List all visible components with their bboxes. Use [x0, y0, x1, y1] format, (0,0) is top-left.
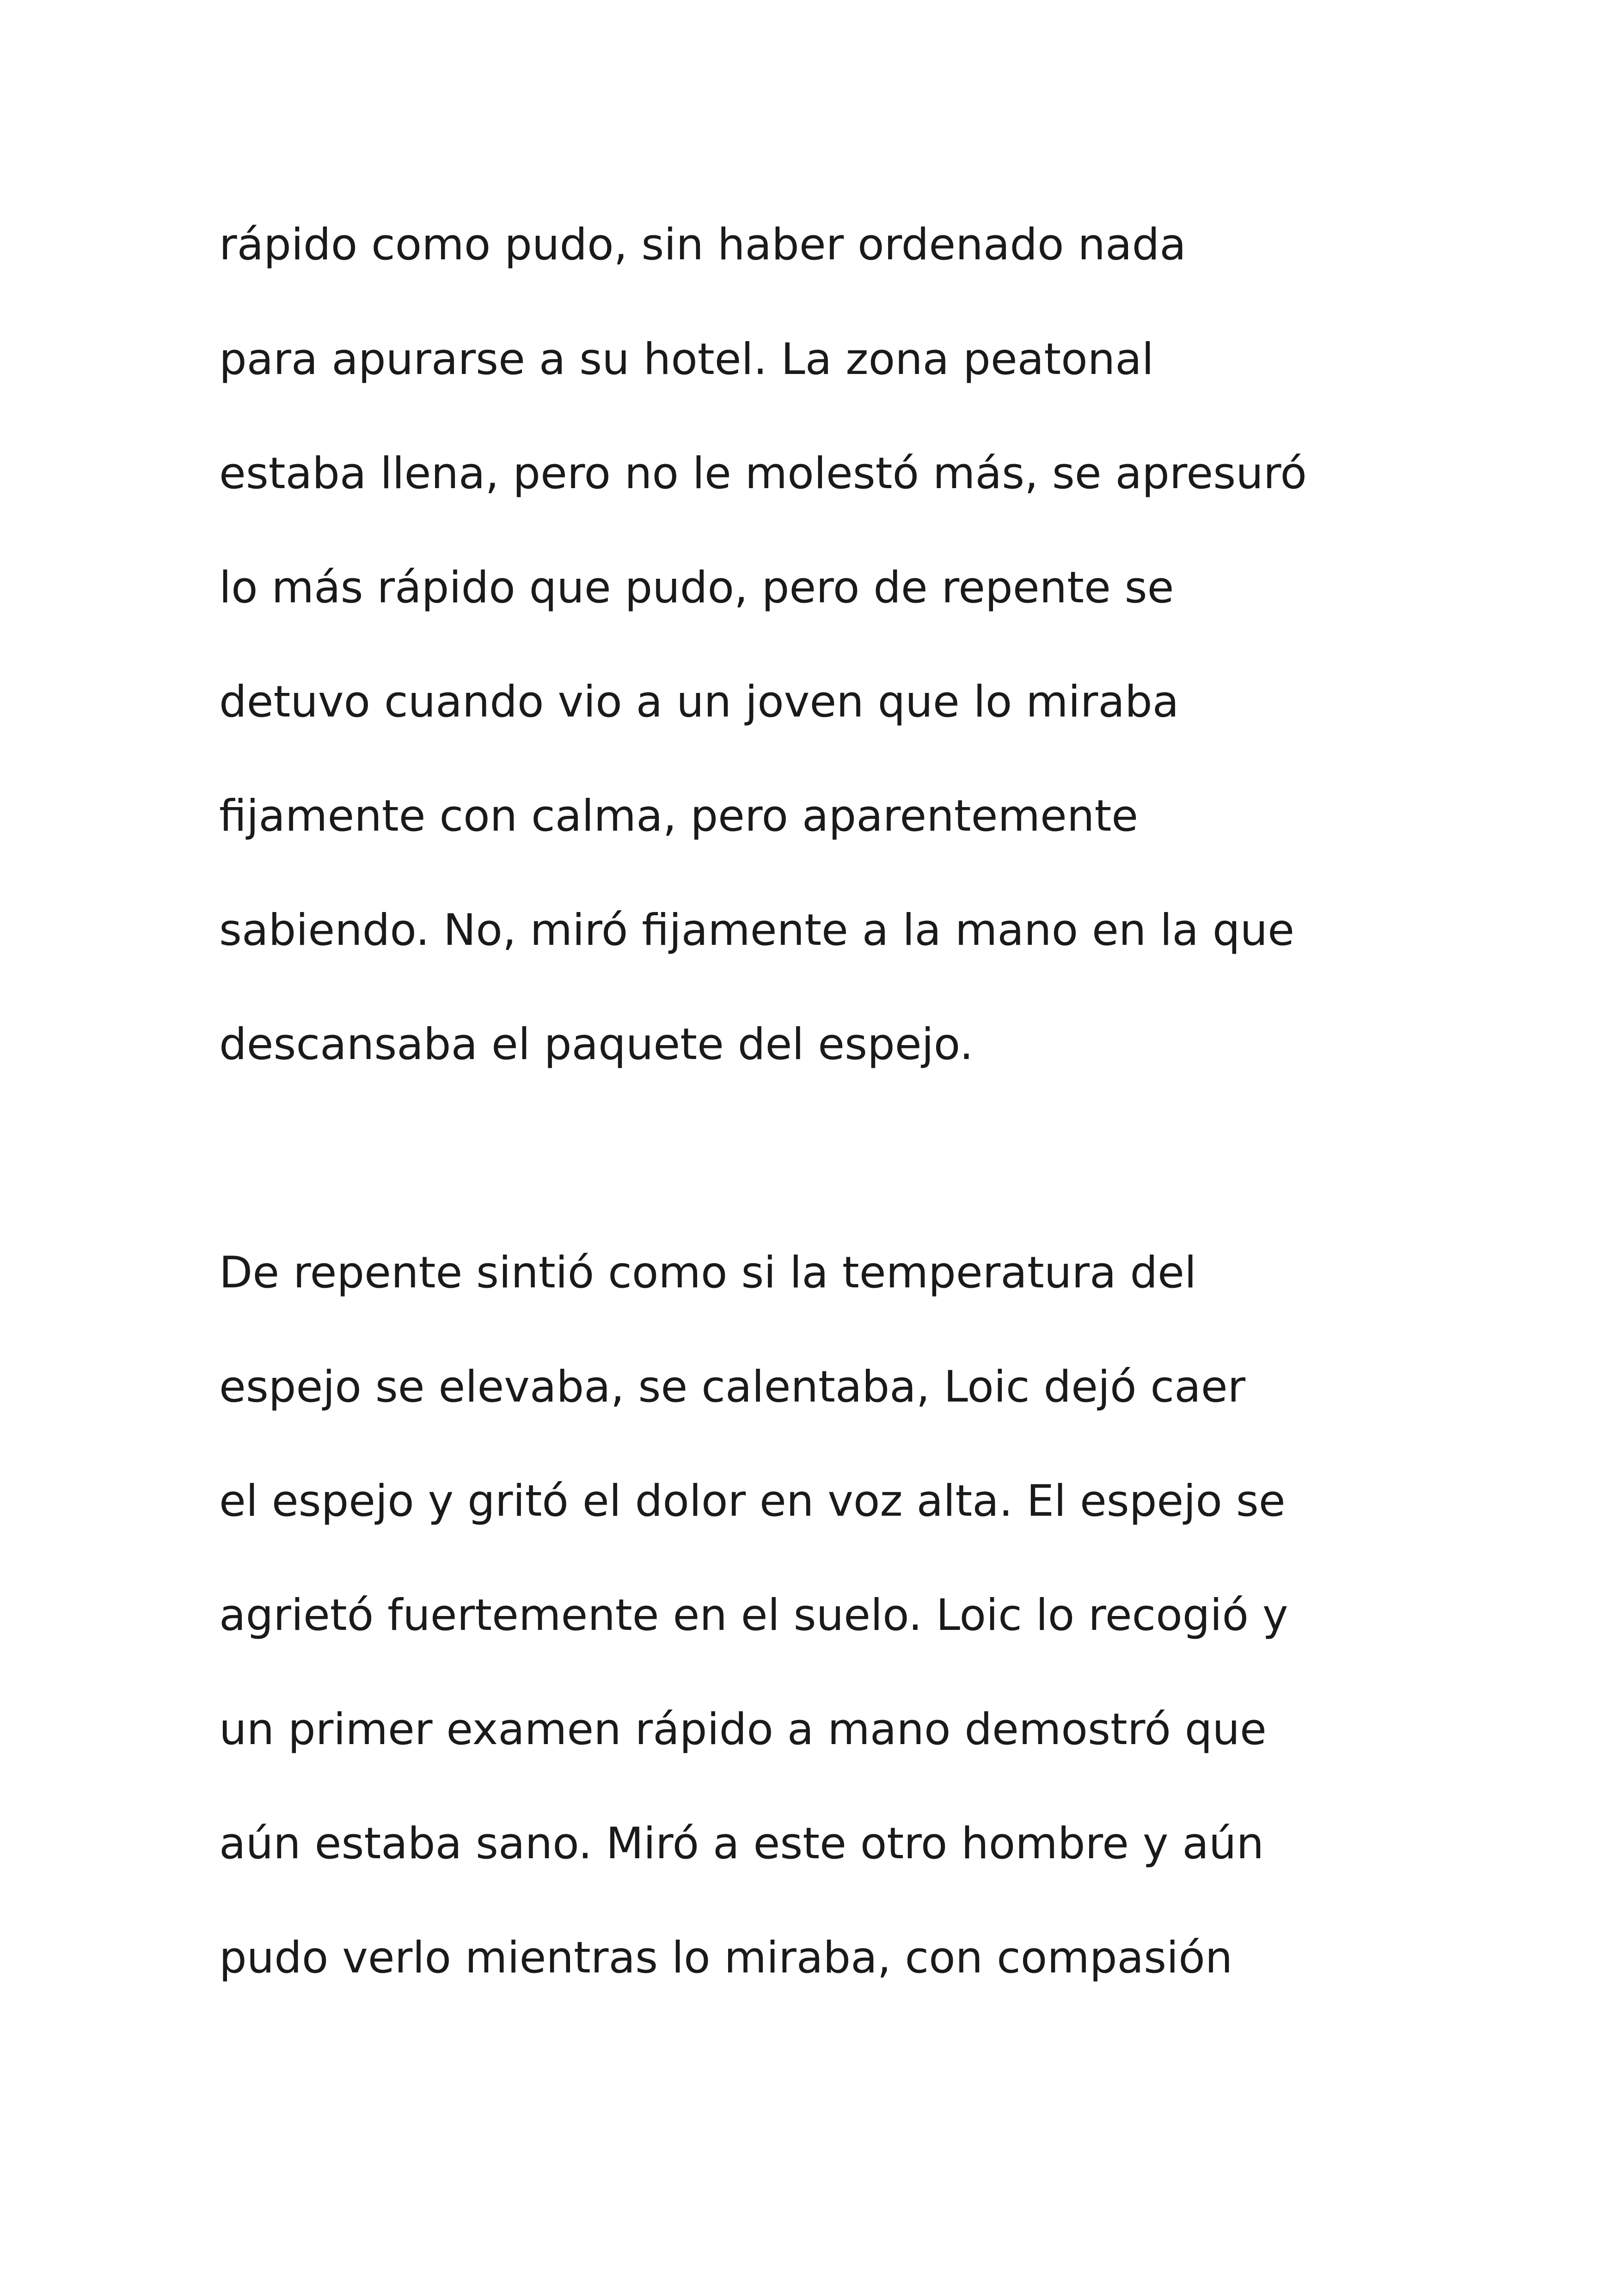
- text-line: sabiendo. No, miró fijamente a la mano en la que: [219, 905, 1294, 955]
- text-line: fijamente con calma, pero aparentemente: [219, 791, 1139, 841]
- text-line: aún estaba sano. Miró a este otro hombre y aún: [219, 1818, 1264, 1869]
- text-line: lo más rápido que pudo, pero de repente se: [219, 563, 1174, 613]
- text-line: descansaba el paquete del espejo.: [219, 1019, 974, 1070]
- text-line: para apurarse a su hotel. La zona peatonal: [219, 334, 1154, 385]
- text-line: un primer examen rápido a mano demostró que: [219, 1704, 1267, 1755]
- text-line: rápido como pudo, sin haber ordenado nada: [219, 220, 1186, 270]
- text-line: De repente sintió como si la temperatura del: [219, 1248, 1197, 1298]
- text-line: agrietó fuertemente en el suelo. Loic lo recogió y: [219, 1590, 1288, 1641]
- text-line: estaba llena, pero no le molestó más, se apresuró: [219, 448, 1307, 499]
- text-line: espejo se elevaba, se calentaba, Loic dejó caer: [219, 1362, 1246, 1412]
- text-line: el espejo y gritó el dolor en voz alta. El espejo se: [219, 1476, 1286, 1526]
- text-line: detuvo cuando vio a un joven que lo miraba: [219, 677, 1179, 727]
- text-line: pudo verlo mientras lo miraba, con compasión: [219, 1933, 1233, 1983]
